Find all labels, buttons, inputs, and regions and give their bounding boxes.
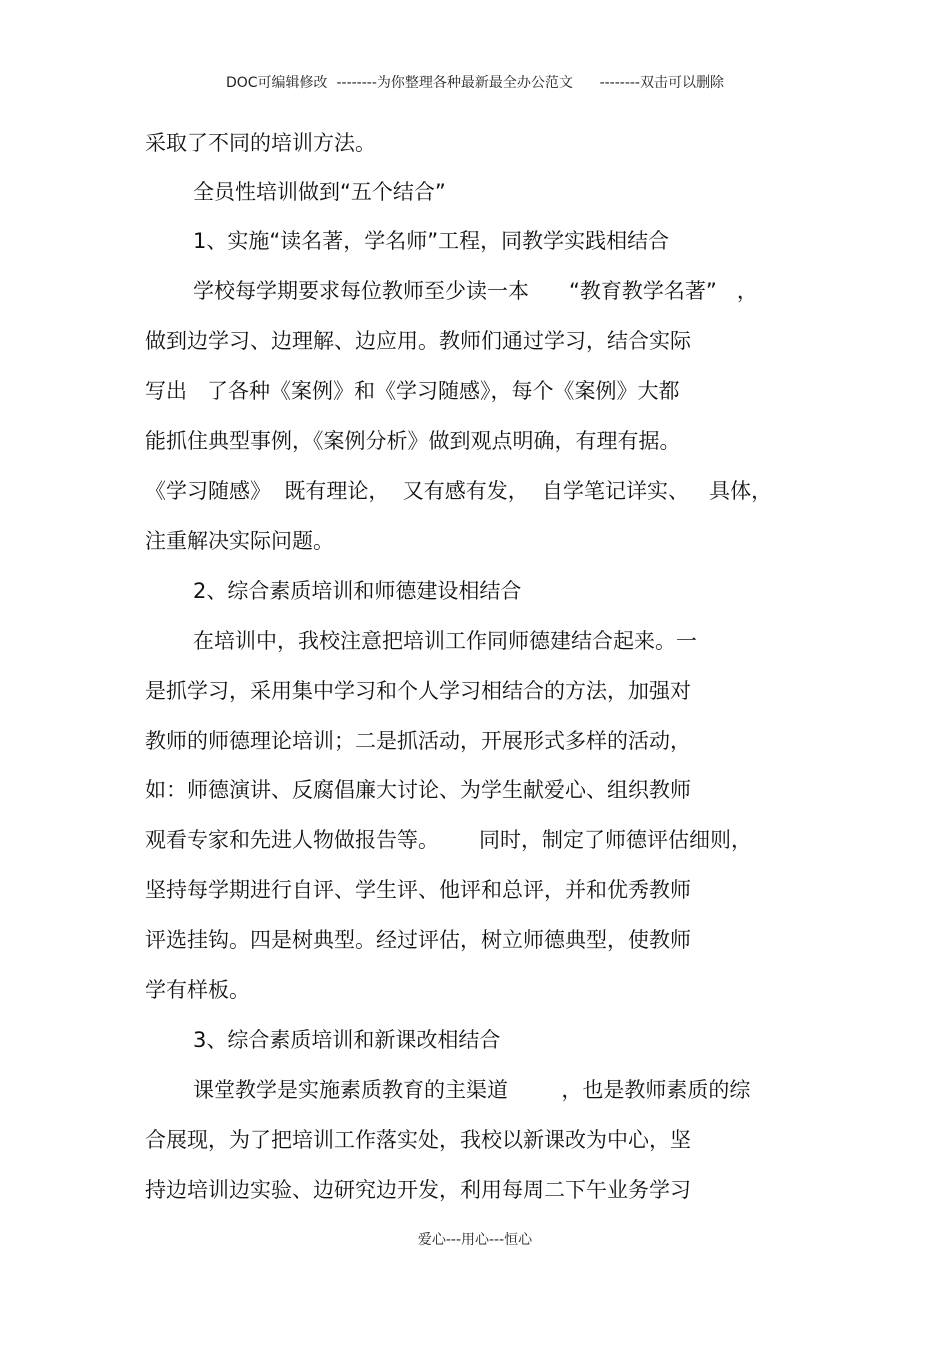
paragraph-line: 观看专家和先进人物做报告等。 同时，制定了师德评估细则， — [145, 828, 753, 852]
section-heading: 全员性培训做到“五个结合” — [193, 180, 446, 204]
section-heading: 2、综合素质培训和师德建设相结合 — [193, 579, 522, 603]
paragraph-line: 学有样板。 — [145, 978, 250, 1002]
paragraph-line: 评选挂钩。四是树典型。经过评估，树立师德典型，使教师 — [145, 928, 691, 952]
paragraph-line: 写出 了各种《案例》和《学习随感》，每个《案例》大都 — [145, 379, 680, 403]
section-heading: 1、实施“读名著，学名师”工程，同教学实践相结合 — [193, 229, 670, 253]
paragraph-line: 如：师德演讲、反腐倡廉大讨论、为学生献爱心、组织教师 — [145, 778, 691, 802]
paragraph-line: 持边培训边实验、边研究边开发，利用每周二下午业务学习 — [145, 1178, 691, 1202]
paragraph-line: 《学习随感》 既有理论， 又有感有发， 自学笔记详实、 具体， — [145, 479, 773, 503]
page-footer: 爱心---用心---恒心 — [417, 1232, 533, 1248]
paragraph-line: 合展现，为了把培训工作落实处，我校以新课改为中心，坚 — [145, 1128, 691, 1152]
paragraph-line: 能抓住典型事例，《案例分析》做到观点明确，有理有据。 — [145, 429, 681, 453]
paragraph-line: 注重解决实际问题。 — [145, 529, 334, 553]
paragraph-line: 是抓学习，采用集中学习和个人学习相结合的方法，加强对 — [145, 679, 691, 703]
paragraph-line: 教师的师德理论培训；二是抓活动，开展形式多样的活动， — [145, 729, 691, 753]
paragraph-line: 采取了不同的培训方法。 — [145, 131, 376, 155]
section-heading: 3、综合素质培训和新课改相结合 — [193, 1028, 501, 1052]
paragraph-line: 坚持每学期进行自评、学生评、他评和总评，并和优秀教师 — [145, 878, 691, 902]
paragraph-line: 课堂教学是实施素质教育的主渠道 ，也是教师素质的综 — [193, 1078, 751, 1102]
paragraph-line: 在培训中，我校注意把培训工作同师德建结合起来。一 — [193, 629, 697, 653]
page-header: DOC可编辑修改 --------为你整理各种最新最全办公范文 --------双击可以删除 — [225, 75, 724, 91]
paragraph-line: 学校每学期要求每位教师至少读一本 “教育教学名著” ， — [193, 279, 758, 303]
paragraph-line: 做到边学习、边理解、边应用。教师们通过学习，结合实际 — [145, 329, 691, 353]
